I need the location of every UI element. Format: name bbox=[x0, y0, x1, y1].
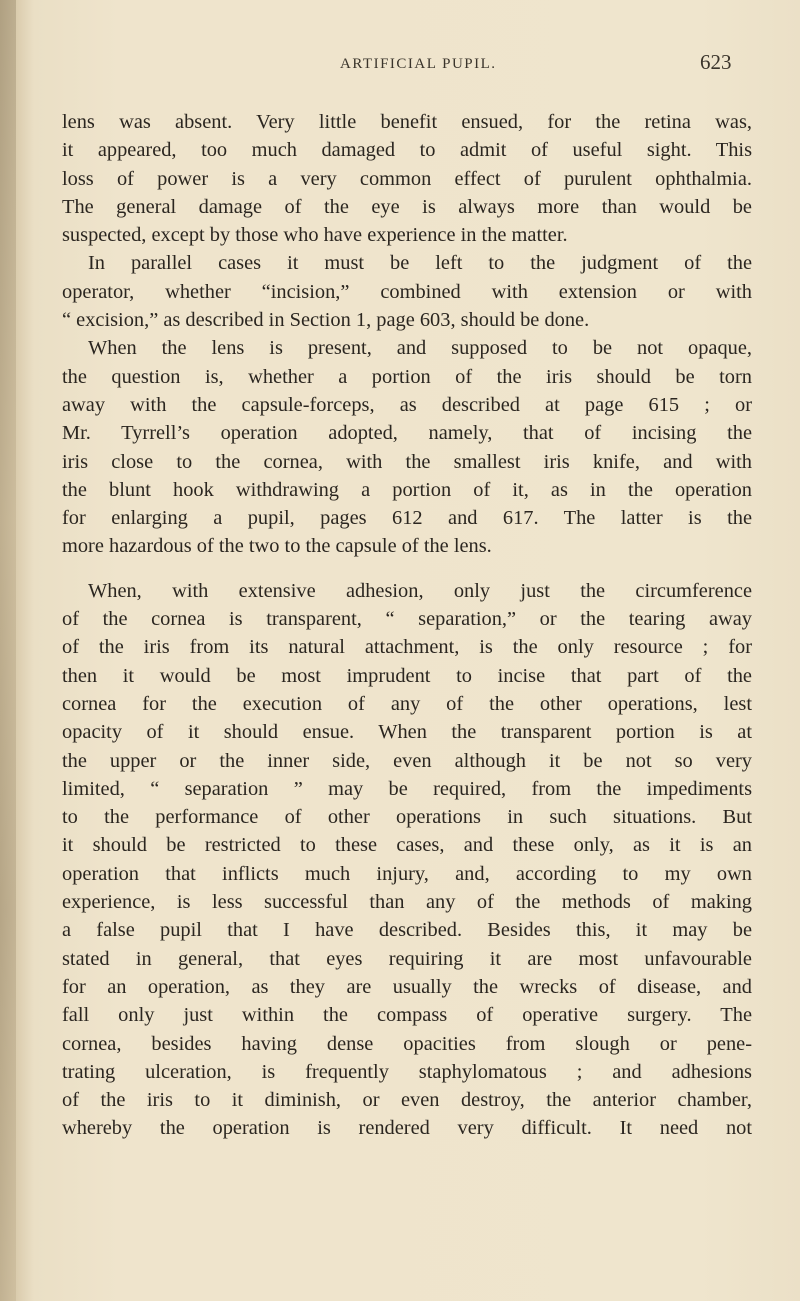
text-line: The general damage of the eye is always more than would be bbox=[62, 195, 752, 218]
paragraph bbox=[62, 577, 752, 1143]
text-line: cornea, besides having dense opacities from slough or pene- bbox=[62, 1032, 752, 1055]
text-line: to the performance of other operations in such situations. But bbox=[62, 806, 752, 829]
text-line: of the cornea is transparent, “ separation,” or the tearing away bbox=[62, 608, 752, 631]
text-line: operator, whether “incision,” combined with extension or with bbox=[62, 280, 752, 303]
running-title: ARTIFICIAL PUPIL. bbox=[340, 56, 497, 72]
text-line: iris close to the cornea, with the smallest iris knife, and with bbox=[62, 450, 752, 473]
text-line: opacity of it should ensue. When the transparent portion is at bbox=[62, 721, 752, 744]
text-line: of the iris from its natural attachment, is the only resource ; for bbox=[62, 636, 752, 659]
text-line: fall only just within the compass of operative surgery. The bbox=[62, 1004, 752, 1027]
text-line: In parallel cases it must be left to the judgment of the bbox=[88, 252, 752, 275]
text-line: of the iris to it diminish, or even destroy, the anterior chamber, bbox=[62, 1089, 752, 1112]
text-line: trating ulceration, is frequently staphylomatous ; and adhesions bbox=[62, 1060, 752, 1083]
text-line: Mr. Tyrrell’s operation adopted, namely, that of incising the bbox=[62, 422, 752, 445]
text-line: experience, is less successful than any of the methods of making bbox=[62, 891, 752, 914]
text-line: cornea for the execution of any of the other operations, lest bbox=[62, 692, 752, 715]
text-line: limited, “ separation ” may be required, from the impediments bbox=[62, 777, 752, 800]
text-line: loss of power is a very common effect of purulent ophthalmia. bbox=[62, 167, 752, 190]
text-line: lens was absent. Very little benefit ensued, for the retina was, bbox=[62, 111, 752, 133]
text-line: stated in general, that eyes requiring it are most unfavourable bbox=[62, 947, 752, 970]
paragraph bbox=[62, 108, 752, 249]
text-line: the upper or the inner side, even although it be not so very bbox=[62, 749, 752, 772]
text-line: operation that inflicts much injury, and, according to my own bbox=[62, 862, 752, 885]
text-line: then it would be most imprudent to incise that part of the bbox=[62, 664, 752, 687]
text-line: When the lens is present, and supposed to be not opaque, bbox=[88, 337, 752, 360]
paragraph-break bbox=[62, 561, 752, 577]
text-line: suspected, except by those who have experience in the matter. bbox=[62, 224, 568, 247]
text-line: the blunt hook withdrawing a portion of it, as in the operation bbox=[62, 478, 752, 501]
text-line: away with the capsule-forceps, as described at page 615 ; or bbox=[62, 393, 752, 416]
paragraph bbox=[62, 334, 752, 560]
text-line: a false pupil that I have described. Besides this, it may be bbox=[62, 919, 752, 942]
text-line: for enlarging a pupil, pages 612 and 617. The latter is the bbox=[62, 507, 752, 530]
text-line: “ excision,” as described in Section 1, page 603, should be done. bbox=[62, 309, 590, 332]
page-number: 623 bbox=[700, 50, 732, 74]
text-line: the question is, whether a portion of the iris should be torn bbox=[62, 365, 752, 388]
text-line: whereby the operation is rendered very difficult. It need not bbox=[62, 1117, 752, 1140]
text-line: for an operation, as they are usually the wrecks of disease, and bbox=[62, 975, 752, 998]
text-line: it should be restricted to these cases, and these only, as it is an bbox=[62, 834, 752, 857]
text-line: it appeared, too much damaged to admit of useful sight. This bbox=[62, 139, 752, 162]
paragraph bbox=[62, 249, 752, 334]
body-text bbox=[62, 108, 752, 1143]
text-line: When, with extensive adhesion, only just the circumference bbox=[88, 579, 752, 602]
text-line: more hazardous of the two to the capsule of the lens. bbox=[62, 535, 492, 558]
